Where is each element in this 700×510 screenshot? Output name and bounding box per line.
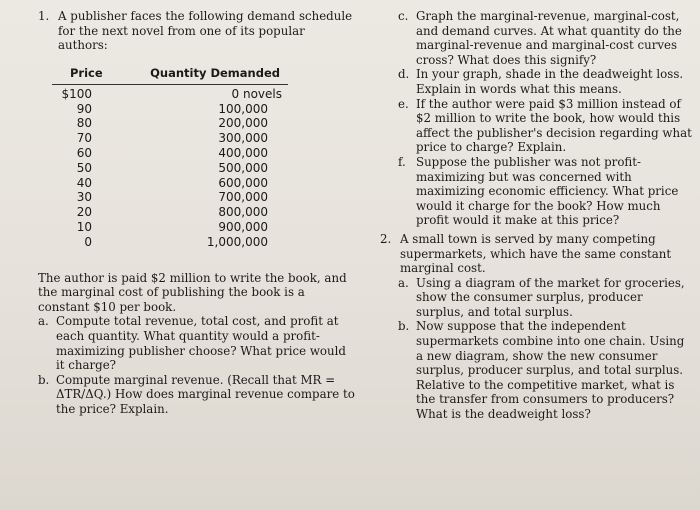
- left-column: [38, 9, 356, 416]
- table-row: [52, 235, 288, 250]
- price-cell: $100: [61, 86, 92, 101]
- price-cell: 60: [76, 145, 92, 160]
- quantity-cell: 100,000: [218, 101, 268, 116]
- question-2a: [398, 276, 692, 320]
- quantity-cell: 400,000: [218, 145, 268, 160]
- quantity-cell: 700,000: [218, 190, 268, 205]
- question-1b-text: Compute marginal revenue. (Recall that MR = ΔTR/ΔQ.) How does marginal revenue compare to the price? Explain.: [56, 372, 355, 416]
- question-1d: [398, 67, 692, 96]
- question-2b-text: Now suppose that the independent supermarkets combine into one chain. Using a new diagram, show the new consumer surplus, producer surplus, and total surplus. Relative to the competitive market, what is the transfer from consumers to producers? What is the deadweight loss?: [416, 319, 685, 422]
- table-row: [52, 116, 288, 131]
- question-2-intro: A small town is served by many competing supermarkets, which have the same constant marginal cost.: [400, 231, 672, 276]
- question-2a-label: a.: [398, 275, 409, 290]
- table-row: [52, 176, 288, 191]
- question-1d-label: d.: [398, 67, 410, 82]
- price-cell: 50: [76, 160, 92, 175]
- quantity-cell: 0 novels: [231, 86, 282, 101]
- question-1c-label: c.: [398, 9, 409, 23]
- table-row: [52, 220, 288, 235]
- question-1c-text: Graph the marginal-revenue, marginal-cost, and demand curves. At what quantity do the marginal-revenue and marginal-cost curves cross? What does this signify?: [416, 9, 682, 67]
- question-1e: [398, 97, 692, 155]
- question-1f-label: f.: [398, 154, 406, 169]
- quantity-header: Quantity Demanded: [150, 65, 280, 80]
- price-cell: 40: [76, 175, 92, 190]
- quantity-cell: 200,000: [218, 116, 268, 131]
- price-cell: 0: [84, 234, 92, 249]
- question-1c: [398, 9, 692, 67]
- question-1d-text: In your graph, shade in the deadweight loss. Explain in words what this means.: [416, 67, 684, 96]
- question-2a-text: Using a diagram of the market for groceries, show the consumer surplus, producer surplus, and total surplus.: [416, 275, 685, 319]
- quantity-cell: 1,000,000: [206, 234, 268, 249]
- question-2b: [398, 319, 692, 421]
- question-1a: [38, 314, 356, 372]
- question-1e-label: e.: [398, 96, 409, 111]
- question-1-intro: A publisher faces the following demand schedule for the next novel from one of its popular authors:: [58, 9, 353, 53]
- question-1-number: 1.: [38, 9, 50, 23]
- price-cell: 90: [76, 101, 92, 116]
- question-1b: [38, 373, 356, 417]
- question-2-number: 2.: [380, 231, 392, 246]
- right-column: [380, 9, 692, 422]
- price-cell: 30: [76, 190, 92, 205]
- question-2: [380, 232, 692, 276]
- price-cell: 80: [76, 116, 92, 131]
- demand-schedule-table: [52, 66, 288, 250]
- quantity-cell: 600,000: [218, 175, 268, 190]
- table-row: [52, 146, 288, 161]
- quantity-cell: 800,000: [218, 205, 268, 220]
- question-1f-text: Suppose the publisher was not profit-maximizing but was concerned with maximizing economic efficiency. What price would it charge for the book? How much profit would it make at this price?: [416, 154, 679, 228]
- table-row: [52, 205, 288, 220]
- quantity-cell: 300,000: [218, 131, 268, 146]
- question-1b-label: b.: [38, 372, 50, 387]
- price-cell: 10: [76, 219, 92, 234]
- table-row: [52, 131, 288, 146]
- table-row: [52, 102, 288, 117]
- question-1f: [398, 155, 692, 228]
- table-row: [52, 161, 288, 176]
- cost-paragraph: The author is paid $2 million to write the book, and the marginal cost of publishing the book is a constant $10 per book.: [38, 270, 347, 314]
- price-cell: 70: [76, 131, 92, 146]
- question-1a-label: a.: [38, 314, 49, 329]
- question-1a-text: Compute total revenue, total cost, and profit at each quantity. What quantity would a profit-maximizing publisher choose? What price would it charge?: [56, 314, 346, 373]
- table-row: [52, 87, 288, 102]
- question-1: [38, 9, 356, 53]
- question-1e-text: If the author were paid $3 million instead of $2 million to write the book, how would this affect the publisher's decision regarding what price to charge? Explain.: [416, 96, 692, 155]
- price-header: Price: [70, 65, 103, 80]
- price-cell: 20: [76, 205, 92, 220]
- quantity-cell: 900,000: [218, 219, 268, 234]
- table-header: [52, 66, 288, 85]
- question-2b-label: b.: [398, 319, 410, 334]
- quantity-cell: 500,000: [218, 160, 268, 175]
- table-row: [52, 190, 288, 205]
- table-body: [52, 85, 288, 250]
